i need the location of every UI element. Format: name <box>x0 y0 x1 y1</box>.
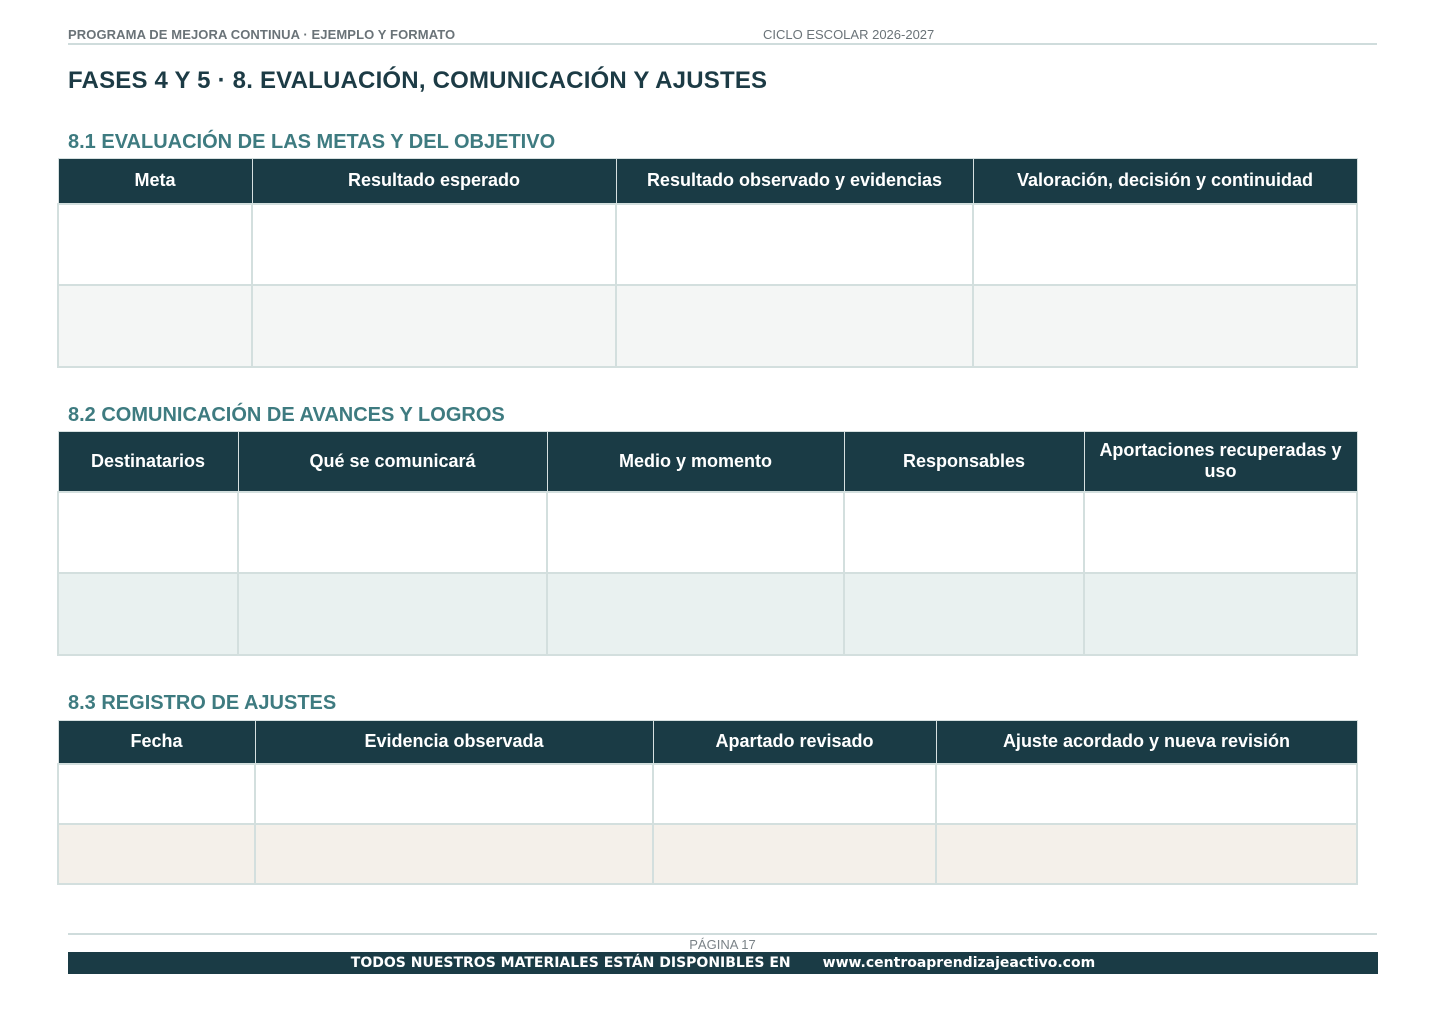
table-cell[interactable] <box>547 492 844 573</box>
table-row <box>58 764 1357 824</box>
table-cell[interactable] <box>844 573 1084 655</box>
table-cell[interactable] <box>238 492 547 573</box>
column-header: Qué se comunicará <box>238 432 547 492</box>
column-header: Aportaciones recuperadas y uso <box>1084 432 1357 492</box>
table-cell[interactable] <box>936 824 1357 884</box>
table-cell[interactable] <box>255 764 653 824</box>
column-header: Responsables <box>844 432 1084 492</box>
column-header: Destinatarios <box>58 432 238 492</box>
table-cell[interactable] <box>58 573 238 655</box>
table-cell[interactable] <box>844 492 1084 573</box>
column-header: Fecha <box>58 721 255 764</box>
header-divider <box>68 43 1377 45</box>
communication-table <box>57 431 1358 656</box>
footer-divider <box>68 933 1377 935</box>
column-header: Meta <box>58 159 252 204</box>
table-row <box>58 285 1357 367</box>
page-title: FASES 4 Y 5 · 8. EVALUACIÓN, COMUNICACIÓN Y AJUSTES <box>68 67 768 94</box>
table-cell[interactable] <box>973 285 1357 367</box>
program-title: PROGRAMA DE MEJORA CONTINUA · EJEMPLO Y FORMATO <box>68 27 456 42</box>
table-row <box>58 204 1357 285</box>
table-cell[interactable] <box>255 824 653 884</box>
section-title-communication: 8.2 COMUNICACIÓN DE AVANCES Y LOGROS <box>68 404 505 426</box>
table-cell[interactable] <box>653 764 936 824</box>
column-header: Valoración, decisión y continuidad <box>973 159 1357 204</box>
table-header-row <box>58 159 1357 204</box>
table-cell[interactable] <box>1084 573 1357 655</box>
table-cell[interactable] <box>936 764 1357 824</box>
table-cell[interactable] <box>616 285 973 367</box>
footer-banner-url[interactable]: www.centroaprendizajeactivo.com <box>822 955 1096 971</box>
column-header: Resultado observado y evidencias <box>616 159 973 204</box>
column-header: Medio y momento <box>547 432 844 492</box>
column-header: Evidencia observada <box>255 721 653 764</box>
table-row <box>58 824 1357 884</box>
table-cell[interactable] <box>58 204 252 285</box>
table-cell[interactable] <box>653 824 936 884</box>
table-row <box>58 492 1357 573</box>
evaluation-table <box>57 158 1358 368</box>
table-cell[interactable] <box>58 764 255 824</box>
table-cell[interactable] <box>547 573 844 655</box>
table-row <box>58 573 1357 655</box>
adjustments-table <box>57 720 1358 885</box>
table-cell[interactable] <box>58 824 255 884</box>
column-header: Ajuste acordado y nueva revisión <box>936 721 1357 764</box>
table-cell[interactable] <box>616 204 973 285</box>
table-cell[interactable] <box>1084 492 1357 573</box>
column-header: Resultado esperado <box>252 159 616 204</box>
footer-banner-text: TODOS NUESTROS MATERIALES ESTÁN DISPONIBLES EN <box>350 955 791 971</box>
table-cell[interactable] <box>973 204 1357 285</box>
section-title-evaluation: 8.1 EVALUACIÓN DE LAS METAS Y DEL OBJETIVO <box>68 131 556 153</box>
table-header-row <box>58 432 1357 492</box>
table-cell[interactable] <box>58 285 252 367</box>
page-number: PÁGINA 17 <box>689 937 756 952</box>
footer-banner <box>68 952 1378 974</box>
table-header-row <box>58 721 1357 764</box>
school-cycle: CICLO ESCOLAR 2026-2027 <box>763 27 935 42</box>
section-title-adjustments: 8.3 REGISTRO DE AJUSTES <box>68 692 337 714</box>
table-cell[interactable] <box>238 573 547 655</box>
column-header: Apartado revisado <box>653 721 936 764</box>
table-cell[interactable] <box>58 492 238 573</box>
table-cell[interactable] <box>252 204 616 285</box>
table-cell[interactable] <box>252 285 616 367</box>
